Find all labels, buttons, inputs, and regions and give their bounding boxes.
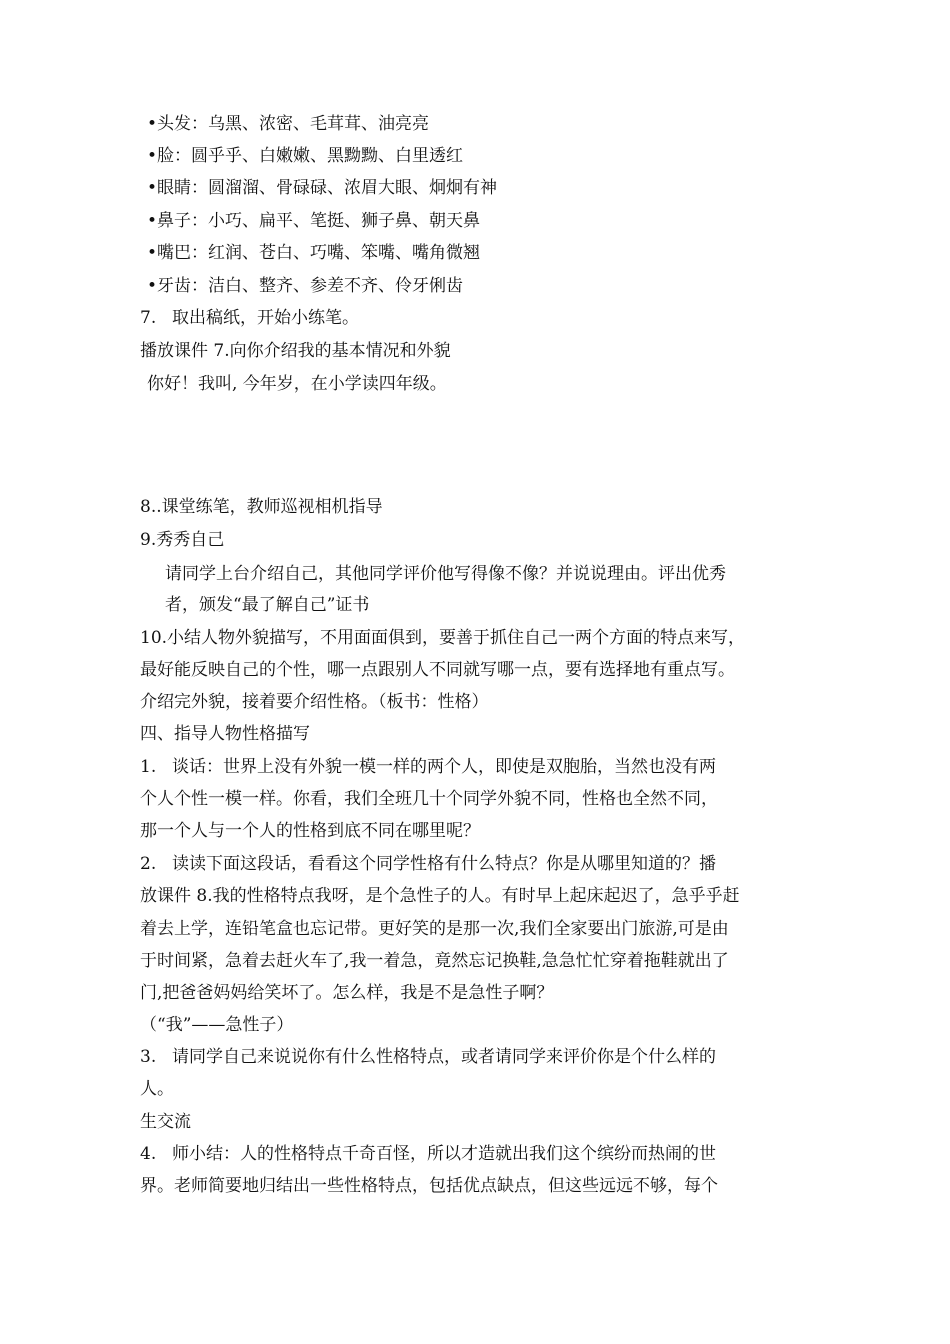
bullet-teeth: •牙齿：洁白、整齐、参差不齐、伶牙俐齿 bbox=[147, 276, 464, 296]
courseware-7: 播放课件 7.向你介绍我的基本情况和外貌 bbox=[140, 341, 451, 361]
paragraph-3 bbox=[140, 1045, 716, 1069]
paragraph-2-line: 门,把爸爸妈妈给笑坏了。怎么样，我是不是急性子啊？ bbox=[140, 983, 554, 1003]
section-heading: 四、指导人物性格描写 bbox=[140, 724, 310, 744]
item-10-line: 10.小结人物外貌描写，不用面面俱到，要善于抓住自己一两个方面的特点来写， bbox=[140, 628, 746, 648]
paragraph-4 bbox=[140, 1142, 716, 1166]
item-9: 9.秀秀自己 bbox=[140, 530, 225, 550]
paragraph-4-line: 师小结：人的性格特点千奇百怪，所以才造就出我们这个缤纷而热闹的世 bbox=[172, 1144, 716, 1164]
paragraph-1 bbox=[140, 755, 716, 779]
item-8: 8..课堂练笔，教师巡视相机指导 bbox=[140, 497, 383, 517]
bullet-hair: •头发：乌黑、浓密、毛茸茸、油亮亮 bbox=[147, 114, 430, 134]
bullet-face: •脸：圆乎乎、白嫩嫩、黑黝黝、白里透红 bbox=[147, 146, 464, 166]
paragraph-3-line: 人。 bbox=[140, 1079, 174, 1099]
paragraph-3-line: 请同学自己来说说你有什么性格特点，或者请同学来评价你是个什么样的 bbox=[172, 1047, 716, 1067]
paragraph-2-line: 读读下面这段话，看看这个同学性格有什么特点？你是从哪里知道的？播 bbox=[172, 854, 716, 874]
item-10-line: 介绍完外貌，接着要介绍性格。（板书：性格） bbox=[140, 692, 489, 712]
paragraph-2-line: 着去上学，连铅笔盒也忘记带。更好笑的是那一次,我们全家要出门旅游,可是由 bbox=[140, 919, 729, 939]
paragraph-2-line: 于时间紧，急着去赶火车了,我一着急，竟然忘记换鞋,急急忙忙穿着拖鞋就出了 bbox=[140, 951, 729, 971]
greeting-line: 你好！我叫, 今年岁，在小学读四年级。 bbox=[147, 374, 447, 394]
paragraph-2 bbox=[140, 852, 716, 876]
paragraph-1-line: 个人个性一模一样。你看，我们全班几十个同学外貌不同，性格也全然不同， bbox=[140, 789, 718, 809]
item-7-text: 取出稿纸，开始小练笔。 bbox=[172, 308, 359, 328]
exchange-line: 生交流 bbox=[140, 1112, 191, 1132]
paragraph-2-line: 放课件 8.我的性格特点我呀，是个急性子的人。有时早上起床起迟了，急乎乎赶 bbox=[140, 886, 740, 906]
paragraph-2-number: 2. bbox=[140, 854, 157, 874]
item-7-number: 7. bbox=[140, 308, 157, 328]
paragraph-1-number: 1. bbox=[140, 757, 157, 777]
item-9-body-line: 者，颁发“最了解自己”证书 bbox=[165, 595, 370, 615]
bullet-mouth: •嘴巴：红润、苍白、巧嘴、笨嘴、嘴角微翘 bbox=[147, 243, 481, 263]
paragraph-3-number: 3. bbox=[140, 1047, 157, 1067]
bullet-eyes: •眼睛：圆溜溜、骨碌碌、浓眉大眼、炯炯有神 bbox=[147, 178, 498, 198]
paragraph-1-line: 谈话：世界上没有外貌一模一样的两个人，即使是双胞胎，当然也没有两 bbox=[172, 757, 716, 777]
quote-line: （“我”——急性子） bbox=[140, 1015, 294, 1035]
paragraph-4-line: 界。老师简要地归结出一些性格特点，包括优点缺点，但这些远远不够，每个 bbox=[140, 1176, 718, 1196]
item-10-line: 最好能反映自己的个性，哪一点跟别人不同就写哪一点，要有选择地有重点写。 bbox=[140, 660, 735, 680]
item-9-body-line: 请同学上台介绍自己，其他同学评价他写得像不像？并说说理由。评出优秀 bbox=[165, 564, 726, 584]
item-7 bbox=[140, 306, 359, 330]
bullet-nose: •鼻子：小巧、扁平、笔挺、狮子鼻、朝天鼻 bbox=[147, 211, 481, 231]
paragraph-4-number: 4. bbox=[140, 1144, 157, 1164]
paragraph-1-line: 那一个人与一个人的性格到底不同在哪里呢？ bbox=[140, 821, 480, 841]
